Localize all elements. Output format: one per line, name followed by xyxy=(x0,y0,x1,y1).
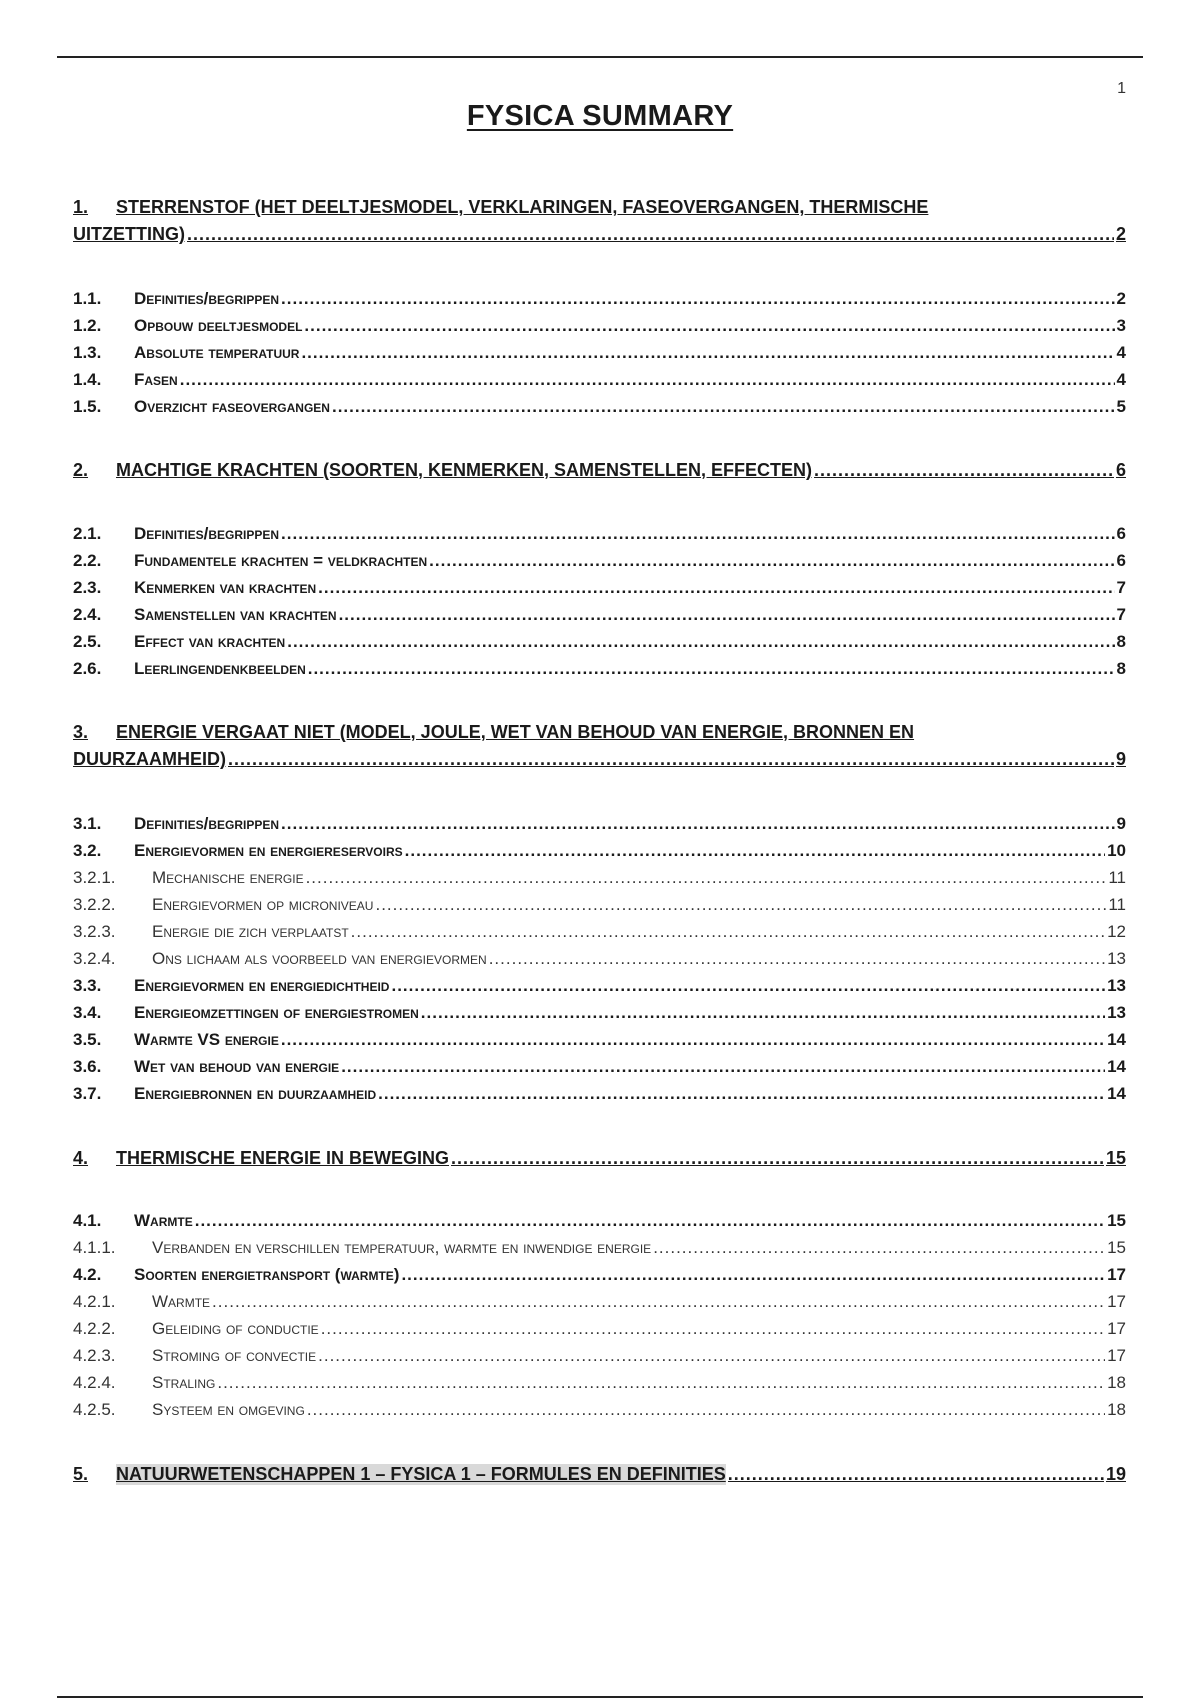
toc-entry-number: 4.2.5. xyxy=(73,1400,116,1419)
toc-entry-number: 3.2.2. xyxy=(73,895,116,914)
toc-page-number: 15 xyxy=(1107,1238,1126,1257)
toc-entry-number: 3.1. xyxy=(73,814,102,833)
toc-entry-4-2[interactable] xyxy=(73,1265,1126,1285)
toc-entry-3-2-4[interactable] xyxy=(73,949,1126,969)
toc-leader xyxy=(287,632,1114,652)
toc-page-number: 5 xyxy=(1116,397,1126,416)
toc-entry-title: Energievormen op microniveau xyxy=(152,895,374,914)
toc-leader xyxy=(318,1346,1105,1366)
toc-entry-number: 3.2.1. xyxy=(73,868,116,887)
toc-leader xyxy=(281,1030,1105,1050)
toc-entry-2-4[interactable] xyxy=(73,605,1126,625)
toc-page-number: 15 xyxy=(1107,1211,1126,1230)
toc-entry-number: 2.2. xyxy=(73,551,102,570)
toc-entry-number: 1.5. xyxy=(73,397,102,416)
toc-entry-title: Warmte VS energie xyxy=(134,1030,279,1049)
toc-entry-number: 2.1. xyxy=(73,524,102,543)
toc-entry-title: Systeem en omgeving xyxy=(152,1400,305,1419)
toc-entry-title: Definities/begrippen xyxy=(134,814,280,833)
toc-entry-2-2[interactable] xyxy=(73,551,1126,571)
toc-section-title-line1: STERRENSTOF (HET DEELTJESMODEL, VERKLARINGEN, FASEOVERGANGEN, THERMISCHE xyxy=(116,197,929,217)
toc-section-number: 5. xyxy=(73,1464,89,1484)
toc-leader xyxy=(401,1265,1105,1285)
toc-entry-number: 4.2.4. xyxy=(73,1373,116,1392)
toc-leader xyxy=(375,895,1106,915)
toc-entry-number: 4.2. xyxy=(73,1265,102,1284)
toc-page-number: 18 xyxy=(1107,1373,1126,1392)
toc-entry-2-3[interactable] xyxy=(73,578,1126,598)
toc-entry-4-2-2[interactable] xyxy=(73,1319,1126,1339)
toc-entry-title: Definities/begrippen xyxy=(134,524,280,543)
toc-leader xyxy=(228,749,1114,770)
toc-leader xyxy=(281,814,1115,834)
toc-page-number: 10 xyxy=(1107,841,1126,860)
toc-leader xyxy=(321,1319,1105,1339)
toc-entry-3-2-1[interactable] xyxy=(73,868,1126,888)
toc-entry-number: 4.2.2. xyxy=(73,1319,116,1338)
toc-leader xyxy=(653,1238,1105,1258)
toc-entry-title: Mechanische energie xyxy=(152,868,304,887)
toc-leader xyxy=(195,1211,1105,1231)
toc-entry-number: 2.6. xyxy=(73,659,102,678)
toc-page-number: 2 xyxy=(1116,289,1126,308)
toc-entry-number: 1.3. xyxy=(73,343,102,362)
toc-entry-2-5[interactable] xyxy=(73,632,1126,652)
toc-entry-4-1[interactable] xyxy=(73,1211,1126,1231)
toc-section-number: 1. xyxy=(73,197,89,217)
toc-entry-1-5[interactable] xyxy=(73,397,1126,417)
toc-leader xyxy=(307,1400,1105,1420)
toc-entry-3-2[interactable] xyxy=(73,841,1126,861)
toc-entry-number: 3.2.3. xyxy=(73,922,116,941)
toc-entry-title: Opbouw deeltjesmodel xyxy=(134,316,303,335)
toc-entry-title: Energie die zich verplaatst xyxy=(152,922,349,941)
toc-entry-title: Fasen xyxy=(134,370,178,389)
toc-entry-number: 2.4. xyxy=(73,605,102,624)
toc-entry-title: Leerlingendenkbeelden xyxy=(134,659,306,678)
toc-section-2-heading[interactable] xyxy=(73,460,1126,481)
toc-entry-title: Kenmerken van krachten xyxy=(134,578,317,597)
toc-entry-number: 4.1.1. xyxy=(73,1238,116,1257)
toc-page-number: 4 xyxy=(1116,370,1126,389)
toc-leader xyxy=(728,1464,1104,1485)
toc-entry-title: Straling xyxy=(152,1373,216,1392)
toc-leader xyxy=(301,343,1114,363)
toc-entry-1-2[interactable] xyxy=(73,316,1126,336)
toc-page-number: 17 xyxy=(1107,1346,1126,1365)
toc-entry-title: Energievormen en energiedichtheid xyxy=(134,976,390,995)
toc-leader xyxy=(318,578,1114,598)
toc-page-number: 19 xyxy=(1105,1464,1126,1484)
toc-entry-title: Geleiding of conductie xyxy=(152,1319,319,1338)
toc-section-1-heading[interactable] xyxy=(73,197,1126,218)
toc-entry-title: Wet van behoud van energie xyxy=(134,1057,340,1076)
toc-leader xyxy=(187,224,1114,245)
top-rule xyxy=(57,56,1143,58)
toc-entry-title: Stroming of convectie xyxy=(152,1346,317,1365)
toc-entry-3-7[interactable] xyxy=(73,1084,1126,1104)
toc-page-number: 17 xyxy=(1107,1319,1126,1338)
toc-entry-2-1[interactable] xyxy=(73,524,1126,544)
toc-section-number: 4. xyxy=(73,1148,89,1168)
toc-page-number: 6 xyxy=(1115,460,1126,480)
toc-entry-title: Energievormen en energiereservoirs xyxy=(134,841,403,860)
toc-leader xyxy=(180,370,1115,390)
toc-page-number: 14 xyxy=(1107,1084,1126,1103)
toc-page-number: 15 xyxy=(1105,1148,1126,1168)
toc-entry-title: Overzicht faseovergangen xyxy=(134,397,330,416)
toc-leader xyxy=(405,841,1105,861)
toc-leader xyxy=(332,397,1115,417)
toc-section-title-line1: ENERGIE VERGAAT NIET (MODEL, JOULE, WET VAN BEHOUD VAN ENERGIE, BRONNEN EN xyxy=(116,722,915,742)
toc-page-number: 14 xyxy=(1107,1057,1126,1076)
toc-entry-number: 3.2.4. xyxy=(73,949,116,968)
toc-leader xyxy=(339,605,1115,625)
toc-page-number: 6 xyxy=(1116,524,1126,543)
toc-entry-number: 3.4. xyxy=(73,1003,102,1022)
toc-entry-title: Absolute temperatuur xyxy=(134,343,300,362)
toc-entry-number: 4.1. xyxy=(73,1211,102,1230)
toc-page-number: 9 xyxy=(1116,814,1126,833)
toc-page-number: 7 xyxy=(1116,605,1126,624)
toc-page-number: 2 xyxy=(1115,224,1126,244)
toc-entry-title: Definities/begrippen xyxy=(134,289,280,308)
toc-section-4-heading[interactable] xyxy=(73,1148,1126,1169)
toc-entry-number: 3.5. xyxy=(73,1030,102,1049)
toc-entry-number: 3.3. xyxy=(73,976,102,995)
toc-page-number: 12 xyxy=(1107,922,1126,941)
page-number: 1 xyxy=(1117,80,1126,97)
toc-entry-4-2-1[interactable] xyxy=(73,1292,1126,1312)
toc-leader xyxy=(304,316,1114,336)
toc-entry-title: Effect van krachten xyxy=(134,632,286,651)
toc-leader xyxy=(341,1057,1105,1077)
toc-entry-4-2-3[interactable] xyxy=(73,1346,1126,1366)
toc-page-number: 8 xyxy=(1116,659,1126,678)
toc-page-number: 8 xyxy=(1116,632,1126,651)
toc-entry-2-6[interactable] xyxy=(73,659,1126,679)
toc-entry-number: 1.1. xyxy=(73,289,102,308)
toc-entry-1-4[interactable] xyxy=(73,370,1126,390)
toc-entry-title: Warmte xyxy=(152,1292,211,1311)
toc-page-number: 13 xyxy=(1107,949,1126,968)
toc-entry-3-5[interactable] xyxy=(73,1030,1126,1050)
toc-page-number: 7 xyxy=(1116,578,1126,597)
toc-entry-4-2-4[interactable] xyxy=(73,1373,1126,1393)
toc-page-number: 11 xyxy=(1108,895,1126,914)
toc-section-1-heading-cont[interactable] xyxy=(73,224,1126,245)
toc-entry-title: Verbanden en verschillen temperatuur, warmte en inwendige energie xyxy=(152,1238,652,1257)
toc-leader xyxy=(308,659,1115,679)
toc-entry-1-3[interactable] xyxy=(73,343,1126,363)
toc-entry-title: Ons lichaam als voorbeeld van energievormen xyxy=(152,949,487,968)
toc-page-number: 3 xyxy=(1116,316,1126,335)
toc-leader xyxy=(489,949,1105,969)
toc-section-3-heading-cont[interactable] xyxy=(73,749,1126,770)
toc-page-number: 6 xyxy=(1116,551,1126,570)
toc-page-number: 17 xyxy=(1107,1265,1126,1284)
bottom-rule xyxy=(57,1696,1143,1698)
toc-section-title-line2: DUURZAAMHEID) xyxy=(73,749,226,769)
toc-entry-3-2-3[interactable] xyxy=(73,922,1126,942)
toc-leader xyxy=(351,922,1105,942)
toc-page-number: 13 xyxy=(1107,976,1126,995)
toc-leader xyxy=(391,976,1105,996)
toc-leader xyxy=(217,1373,1105,1393)
toc-entry-title: Energieomzettingen of energiestromen xyxy=(134,1003,419,1022)
toc-entry-number: 4.2.1. xyxy=(73,1292,116,1311)
toc-entry-3-2-2[interactable] xyxy=(73,895,1126,915)
toc-section-title: MACHTIGE KRACHTEN (SOORTEN, KENMERKEN, SAMENSTELLEN, EFFECTEN) xyxy=(116,460,813,480)
toc-section-5-heading[interactable] xyxy=(73,1464,1126,1485)
toc-entry-4-1-1[interactable] xyxy=(73,1238,1126,1258)
toc-section-title: NATUURWETENSCHAPPEN 1 – FYSICA 1 – FORMULES EN DEFINITIES xyxy=(116,1464,726,1484)
toc-leader xyxy=(281,289,1115,309)
toc-entry-title: Fundamentele krachten = veldkrachten xyxy=(134,551,428,570)
toc-section-number: 3. xyxy=(73,722,89,742)
toc-entry-3-4[interactable] xyxy=(73,1003,1126,1023)
toc-entry-number: 4.2.3. xyxy=(73,1346,116,1365)
document-title: FYSICA SUMMARY xyxy=(466,100,734,132)
toc-entry-3-6[interactable] xyxy=(73,1057,1126,1077)
toc-entry-number: 1.4. xyxy=(73,370,102,389)
toc-entry-3-1[interactable] xyxy=(73,814,1126,834)
toc-page-number: 17 xyxy=(1107,1292,1126,1311)
toc-section-title: THERMISCHE ENERGIE IN BEWEGING xyxy=(116,1148,450,1168)
toc-entry-number: 2.3. xyxy=(73,578,102,597)
toc-section-3-heading[interactable] xyxy=(73,722,1126,743)
toc-entry-title: Samenstellen van krachten xyxy=(134,605,337,624)
toc-entry-number: 3.6. xyxy=(73,1057,102,1076)
toc-section-title-line2: UITZETTING) xyxy=(73,224,185,244)
toc-leader xyxy=(429,551,1114,571)
toc-entry-title: Warmte xyxy=(134,1211,193,1230)
toc-leader xyxy=(378,1084,1105,1104)
toc-leader xyxy=(814,460,1114,481)
toc-entry-3-3[interactable] xyxy=(73,976,1126,996)
toc-entry-number: 3.7. xyxy=(73,1084,102,1103)
toc-leader xyxy=(451,1148,1104,1169)
toc-page-number: 13 xyxy=(1107,1003,1126,1022)
toc-entry-number: 2.5. xyxy=(73,632,102,651)
toc-page-number: 14 xyxy=(1107,1030,1126,1049)
toc-entry-number: 3.2. xyxy=(73,841,102,860)
toc-entry-title: Soorten energietransport (warmte) xyxy=(134,1265,400,1284)
toc-page-number: 4 xyxy=(1116,343,1126,362)
toc-entry-1-1[interactable] xyxy=(73,289,1126,309)
toc-page-number: 11 xyxy=(1108,868,1126,887)
toc-page-number: 9 xyxy=(1115,749,1126,769)
toc-leader xyxy=(281,524,1115,544)
toc-leader xyxy=(212,1292,1105,1312)
toc-section-number: 2. xyxy=(73,460,89,480)
toc-page-number: 18 xyxy=(1107,1400,1126,1419)
toc-entry-title: Energiebronnen en duurzaamheid xyxy=(134,1084,377,1103)
toc-entry-number: 1.2. xyxy=(73,316,102,335)
toc-leader xyxy=(306,868,1107,888)
toc-leader xyxy=(421,1003,1105,1023)
toc-entry-4-2-5[interactable] xyxy=(73,1400,1126,1420)
